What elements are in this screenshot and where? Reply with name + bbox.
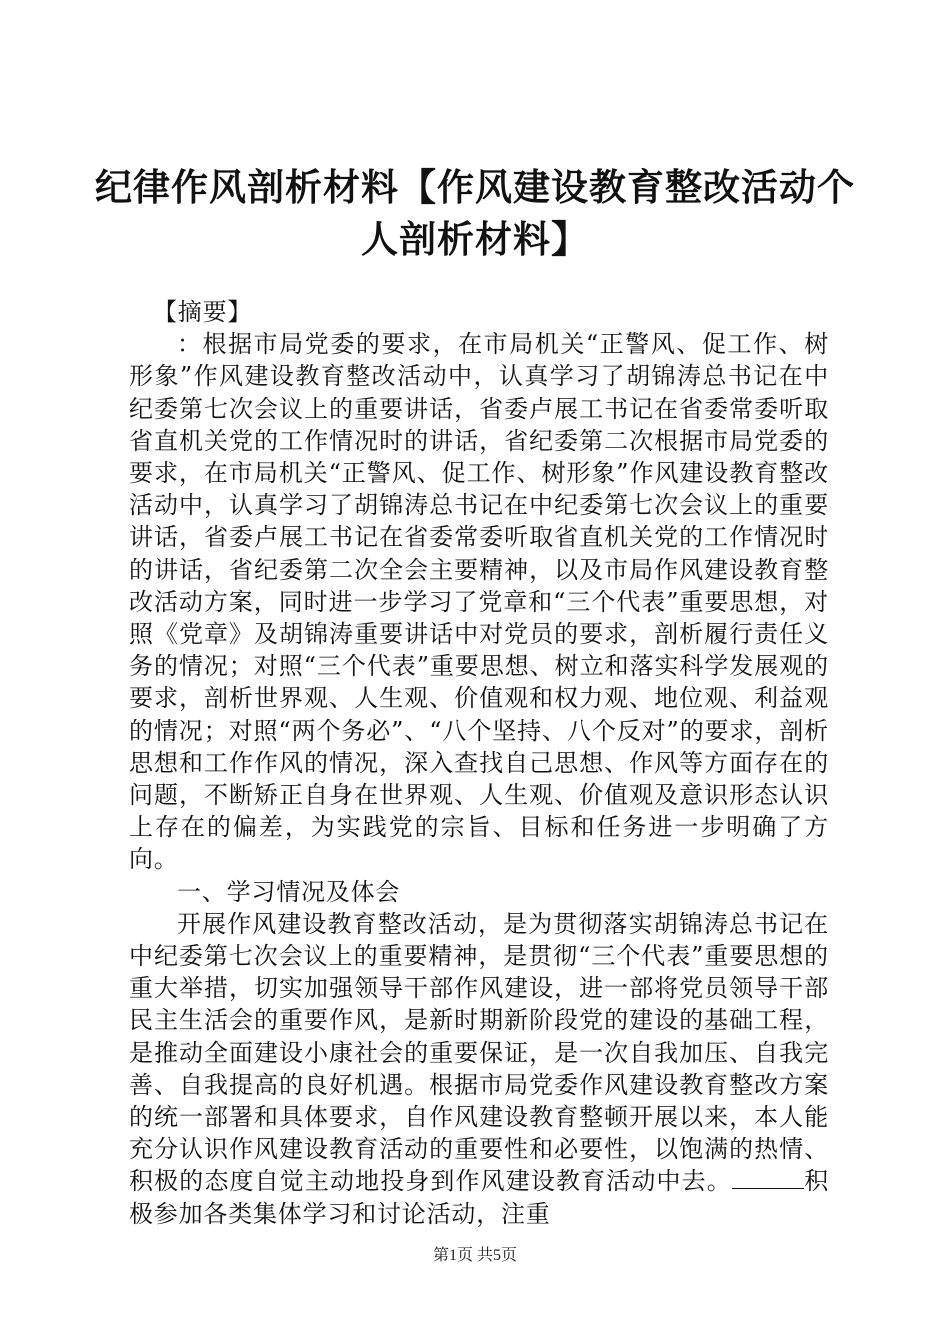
document-title-line-2: 人剖析材料】 [361,218,589,261]
document-title [0,162,950,266]
summary-label: 【摘要】 [153,298,253,326]
section-heading: 一、学习情况及体会 [177,877,401,906]
page-footer: 第1页 共5页 [432,1247,517,1264]
section-paragraph-text-b: 积极参加各类集体学习和讨论活动，注重 [129,1167,829,1228]
section-paragraph-text-a: 开展作风建设教育整改活动，是为贯彻落实胡锦涛总书记在中纪委第七次会议上的重要精神，是贯彻“三个代表”重要思想的重大举措，切实加强领导干部作风建设，进一部将党员领导干部民主生活会的重要作风，是新时期新阶段党的建设的基础工程，是推动全面建设小康社会的重要保证，是一次自我加压、自我完善、自我提高的良好机遇。根据市局党委作风建设教育整改方案的统一部署和具体要求，自作风建设教育整顿开展以来，本人能充分认识作风建设教育活动的重要性和必要性，以饱满的热情、积极的态度自觉主动地投身到作风建设教育活动中去。 [129,909,829,1196]
section-paragraph [129,908,829,1230]
document-body [129,296,829,1230]
document-title-line-1: 纪律作风剖析材料【作风建设教育整改活动个 [95,166,855,209]
summary-paragraph: ：根据市局党委的要求，在市局机关“正警风、促工作、树形象”作风建设教育整改活动中，认真学习了胡锦涛总书记在中纪委第七次会议上的重要讲话，省委卢展工书记在省委常委听取省直机关党的工作情况时的讲话，省纪委第二次根据市局党委的要求，在市局机关“正警风、促工作、树形象”作风建设教育整改活动中，认真学习了胡锦涛总书记在中纪委第七次会议上的重要讲话，省委卢展工书记在省委常委听取省直机关党的工作情况时的讲话，省纪委第二次全会主要精神，以及市局作风建设教育整改活动方案，同时进一步学习了党章和“三个代表”重要思想，对照《党章》及胡锦涛重要讲话中对党员的要求，剖析履行责任义务的情况；对照“三个代表”重要思想、树立和落实科学发展观的要求，剖析世界观、人生观、价值观和权力观、地位观、利益观的情况；对照“两个务必”、“八个坚持、八个反对”的要求，剖析思想和工作作风的情况，深入查找自己思想、作风等方面存在的问题，不断矫正自身在世界观、人生观、价值观及意识形态认识上存在的偏差，为实践党的宗旨、目标和任务进一步明确了方向。 [129,330,829,874]
blank-underline [732,1168,804,1189]
